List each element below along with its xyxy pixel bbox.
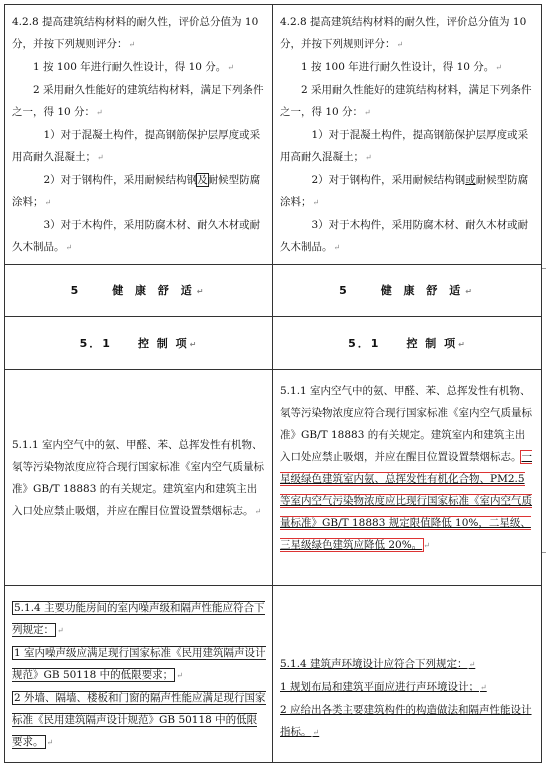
right-cell-5-1-1 [273,370,542,586]
deleted-text-box: 5.1.4 主要功能房间的室内噪声级和隔声性能应符合下列规定： [12,601,265,636]
clause-subitem: 1）对于混凝土构件，提高钢筋保护层厚度或采用高耐久混凝土；↵ [280,129,529,163]
right-cell-section-5-1 [273,317,542,370]
cell-end-marker [542,268,546,269]
left-cell-4-2-8 [5,5,273,265]
inserted-word: 或 [465,174,476,186]
clause-item: 2 采用耐久性能好的建筑结构材料，满足下列条件之一，得 10 分：↵ [12,84,264,118]
comparison-table [4,4,542,763]
clause-item: 2 采用耐久性能好的建筑结构材料，满足下列条件之一，得 10 分：↵ [280,84,532,118]
clause-subitem: 2）对于钢构件，采用耐候结构钢及耐候型防腐涂料；↵ [12,174,261,208]
row-5-1-1 [5,370,542,586]
left-cell-5-1-4 [5,586,273,763]
clause-subitem: 2）对于钢构件，采用耐候结构钢或耐候型防腐涂料；↵ [280,174,529,208]
clause-title: 5.1.4 主要功能房间的室内噪声级和隔声性能应符合下列规定： ↵ [12,601,265,636]
inserted-text-highlight: 一星级绿色建筑室内氨、总挥发性有机化合物、PM2.5 等室内空气污染物浓度应比现行国家标准《室内空气质量标准》GB/T 18883 规定限值降低 10%，二星级、三星级绿色建筑应降低 20%。 [280,451,532,551]
clause-item: 1 规划布局和建筑平面应进行声环境设计；↵ [280,681,487,693]
left-cell-5-1-1 [5,370,273,586]
clause-subitem: 3）对于木构件，采用防腐木材、耐久木材或耐久木制品。↵ [12,219,261,253]
right-cell-5-1-4 [273,586,542,763]
clause-item: 2 外墙、隔墙、楼板和门窗的隔声性能应满足现行国家标准《民用建筑隔声设计规范》GB 50118 中的低限要求。 ↵ [12,691,266,748]
deleted-word-box: 及 [197,174,208,186]
clause-item: 1 室内噪声级应满足现行国家标准《民用建筑隔声设计规范》GB 50118 中的低限要求； ↵ [12,646,266,681]
cell-end-marker [542,552,546,553]
chapter-heading: 5 健 康 舒 适↵ [339,284,476,297]
left-cell-section-5-1 [5,317,273,370]
deleted-text-box: 2 外墙、隔墙、楼板和门窗的隔声性能应满足现行国家标准《民用建筑隔声设计规范》GB 50118 中的低限要求。 [12,691,266,748]
clause-subitem: 1）对于混凝土构件，提高钢筋保护层厚度或采用高耐久混凝土；↵ [12,129,261,163]
row-section-5-1 [5,317,542,370]
row-4-2-8 [5,5,542,265]
row-5-1-4 [5,586,542,763]
section-heading: 5．1 控 制 项↵ [348,336,467,350]
clause-text: 5.1.1 室内空气中的氨、甲醛、苯、总挥发性有机物、氡等污染物浓度应符合现行国家标准《室内空气质量标准》GB/T 18883 的有关规定。建筑室内和建筑主出入口处应禁止吸烟，并应在醒目位置设置禁烟标志。↵ [12,439,264,517]
clause-title: 4.2.8 提高建筑结构材料的耐久性，评价总分值为 10 分，并按下列规则评分：↵ [12,16,259,50]
clause-subitem: 3）对于木构件，采用防腐木材、耐久木材或耐久木制品。↵ [280,219,529,253]
right-cell-4-2-8 [273,5,542,265]
clause-item: 1 按 100 年进行耐久性设计，得 10 分。↵ [301,61,502,73]
clause-item: 2 应给出各类主要建筑构件的构造做法和隔声性能设计指标。↵ [280,704,532,738]
chapter-heading: 5 健 康 舒 适↵ [70,284,208,297]
left-cell-chapter-5 [5,265,273,317]
right-cell-chapter-5 [273,265,542,317]
clause-title: 5.1.4 建筑声环境设计应符合下列规定：↵ [280,658,476,670]
deleted-text-box: 1 室内噪声级应满足现行国家标准《民用建筑隔声设计规范》GB 50118 中的低限要求； [12,646,266,681]
row-chapter-5 [5,265,542,317]
section-heading: 5．1 控 制 项↵ [79,336,199,350]
clause-item: 1 按 100 年进行耐久性设计，得 10 分。↵ [33,61,234,73]
clause-title: 4.2.8 提高建筑结构材料的耐久性，评价总分值为 10 分，并按下列规则评分：↵ [280,16,527,50]
clause-text: 5.1.1 室内空气中的氨、甲醛、苯、总挥发性有机物、氡等污染物浓度应符合现行国家标准《室内空气质量标准》GB/T 18883 的有关规定。建筑室内和建筑主出入口处应禁止吸烟，并应在醒目位置设置禁烟标志。一星级绿色建筑室内氨、总挥发性有机化合物、PM2.5 等室内空气污染物浓度应比现行国家标准《室内空气质量标准》GB/T 18883 规定限值降低 10%，二星级、三星级绿色建筑应降低 20%。↵ [280,385,532,551]
